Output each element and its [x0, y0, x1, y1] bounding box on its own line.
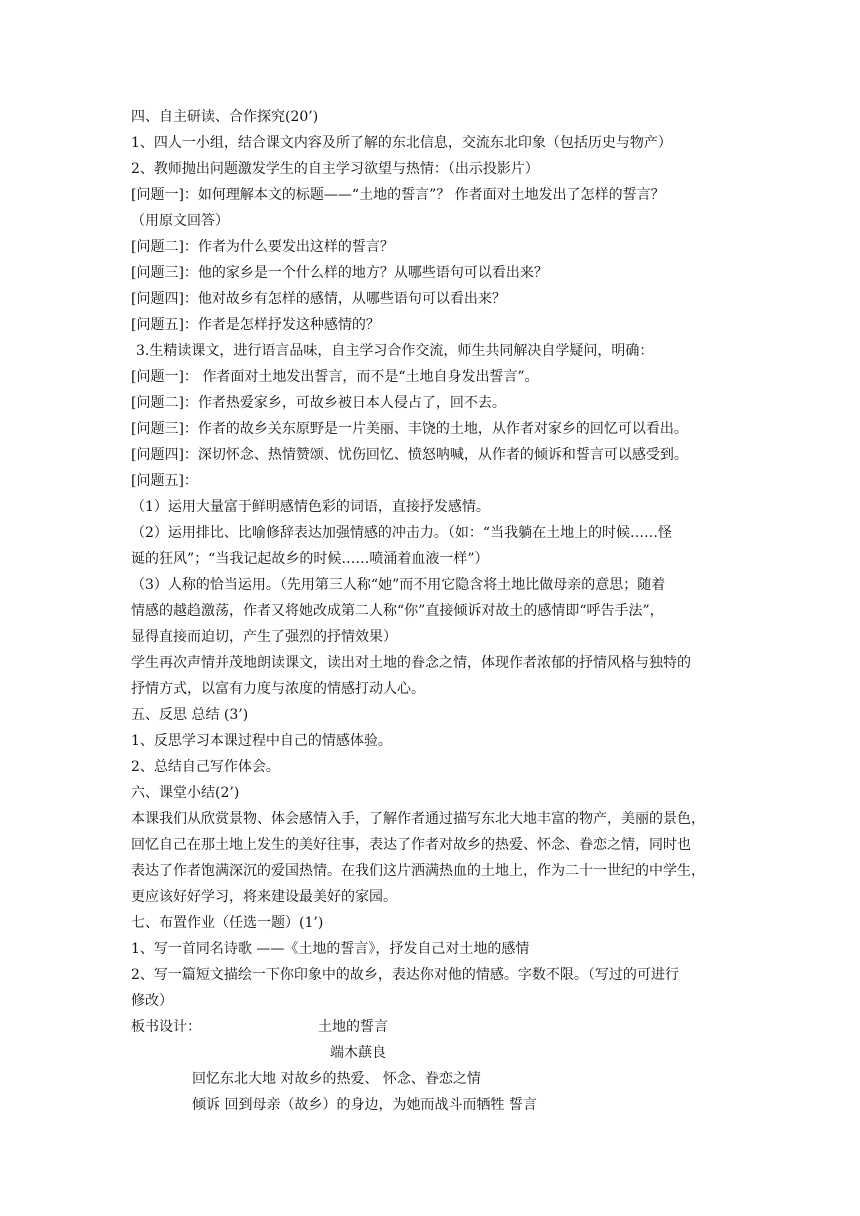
board-row: 倾诉 回到母亲（故乡）的身边，为她而战斗而牺牲 誓言: [192, 1097, 537, 1113]
question-line: [问题二]：作者为什么要发出这样的誓言？: [131, 239, 394, 255]
section-heading-4: 四、自主研读、合作探究(20’): [131, 109, 319, 125]
section-heading-5: 五、反思 总结 (3’): [131, 707, 249, 723]
answer-line: [问题二]：作者热爱家乡，可故乡被日本人侵占了，回不去。: [131, 395, 506, 411]
paragraph-line: 1、四人一小组，结合课文内容及所了解的东北信息，交流东北印象（包括历史与物产）: [131, 135, 672, 151]
summary-line: 表达了作者饱满深沉的爱国热情。在我们这片洒满热血的土地上，作为二十一世纪的中学生，: [131, 863, 705, 879]
answer-point: 显得直接而迫切，产生了强烈的抒情效果）: [131, 629, 397, 645]
question-line: [问题四]：他对故乡有怎样的感情，从哪些语句可以看出来？: [131, 291, 506, 307]
board-author: 端木蕻良: [330, 1045, 386, 1061]
question-line: [问题五]：作者是怎样抒发这种感情的？: [131, 317, 380, 333]
answer-point: （2）运用排比、比喻修辞表达加强情感的冲击力。（如：“当我躺在土地上的时候……怪: [131, 525, 673, 541]
summary-line: 本课我们从欣赏景物、体会感情入手，了解作者通过描写东北大地丰富的物产，美丽的景色，: [131, 811, 705, 827]
question-line: [问题一]：如何理解本文的标题——“土地的誓言”？ 作者面对土地发出了怎样的誓言？: [131, 187, 665, 203]
paragraph-line: 1、反思学习本课过程中自己的情感体验。: [131, 733, 392, 749]
summary-line: 回忆自己在那土地上发生的美好往事，表达了作者对故乡的热爱、怀念、眷恋之情，同时也: [131, 837, 691, 853]
answer-point: （1）运用大量富于鲜明感情色彩的词语，直接抒发感情。: [131, 499, 490, 515]
answer-line: [问题一]： 作者面对土地发出誓言，而不是“土地自身发出誓言”。: [131, 369, 539, 385]
answer-point: 情感的越趋激荡，作者又将她改成第二人称“你”直接倾诉对故土的感情即“呼告手法”，: [131, 603, 664, 619]
paragraph-line: （用原文回答）: [131, 213, 229, 229]
paragraph-line: 3.生精读课文，进行语言品味，自主学习合作交流，师生共同解决自学疑问，明确：: [136, 343, 654, 359]
answer-line: [问题五]：: [131, 473, 198, 489]
homework-line: 1、写一首同名诗歌 ——《土地的誓言》，抒发自己对土地的感情: [131, 941, 530, 957]
answer-point: 诞的狂风”；“当我记起故乡的时候……喷涌着血液一样”）: [131, 551, 489, 567]
answer-line: [问题三]：作者的故乡关东原野是一片美丽、丰饶的土地，从作者对家乡的回忆可以看出。: [131, 421, 688, 437]
answer-point: （3）人称的恰当运用。（先用第三人称“她”而不用它隐含将土地比做母亲的意思；随着: [131, 577, 666, 593]
board-design-label: 板书设计：: [131, 1019, 201, 1035]
paragraph-line: 抒情方式，以富有力度与浓度的情感打动人心。: [131, 681, 425, 697]
board-row: 回忆东北大地 对故乡的热爱、 怀念、眷恋之情: [192, 1071, 481, 1087]
summary-line: 更应该好好学习，将来建设最美好的家园。: [131, 889, 397, 905]
paragraph-line: 学生再次声情并茂地朗读课文，读出对土地的眷念之情，体现作者浓郁的抒情风格与独特的: [131, 655, 691, 671]
board-title: 土地的誓言: [318, 1019, 388, 1035]
paragraph-line: 2、总结自己写作体会。: [131, 759, 280, 775]
section-heading-6: 六、课堂小结(2’): [131, 785, 240, 801]
answer-line: [问题四]：深切怀念、热情赞颂、忧伤回忆、愤怒呐喊，从作者的倾诉和誓言可以感受到。: [131, 447, 688, 463]
section-heading-7: 七、布置作业（任选一题）(1’): [131, 915, 324, 931]
question-line: [问题三]：他的家乡是一个什么样的地方？从哪些语句可以看出来？: [131, 265, 548, 281]
homework-line: 修改）: [131, 993, 173, 1009]
homework-line: 2、写一篇短文描绘一下你印象中的故乡，表达你对他的情感。字数不限。（写过的可进行: [131, 967, 679, 983]
paragraph-line: 2、教师抛出问题激发学生的自主学习欲望与热情：（出示投影片）: [131, 161, 539, 177]
